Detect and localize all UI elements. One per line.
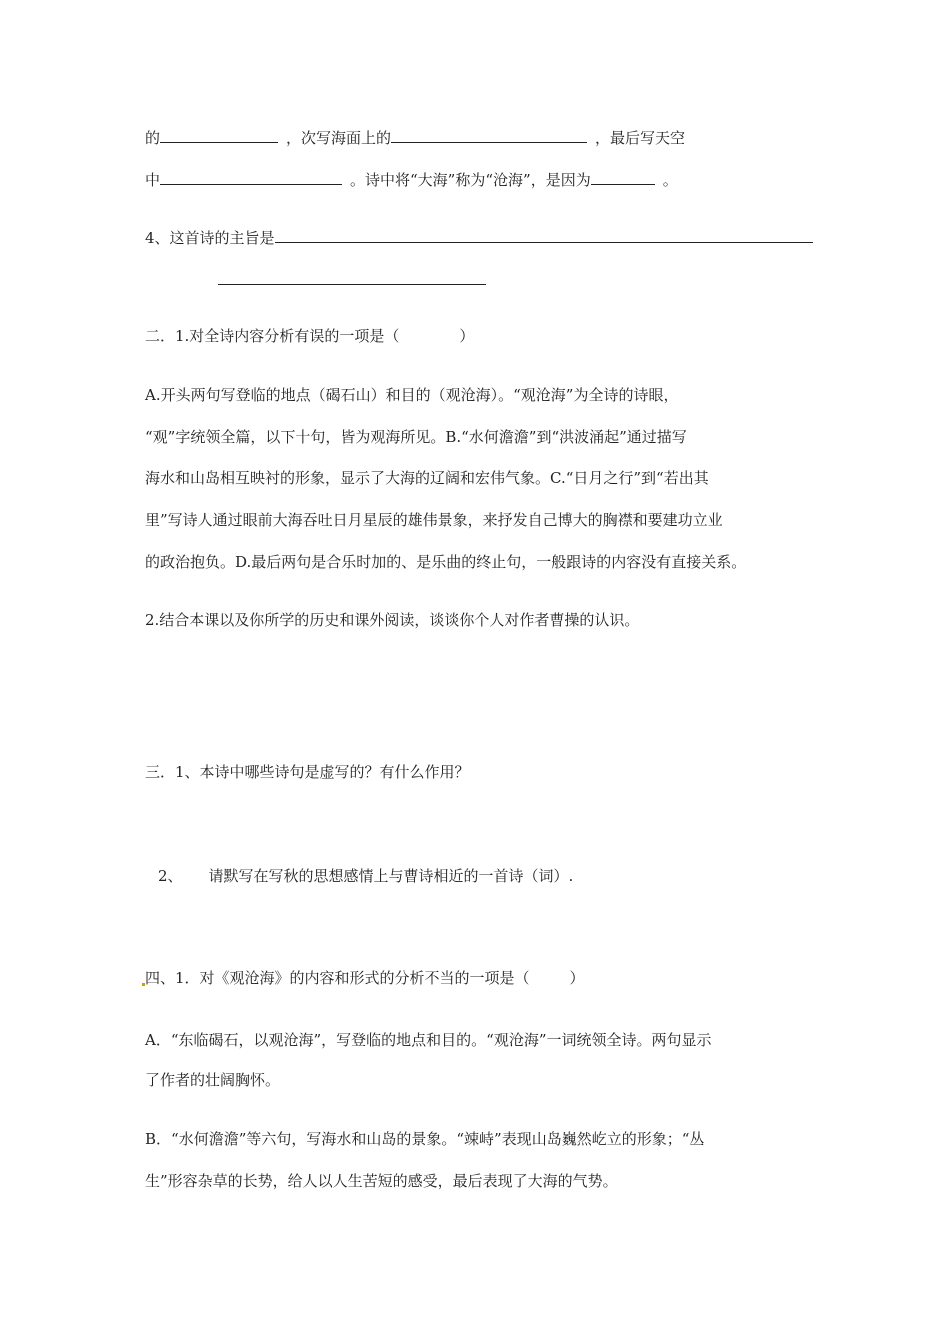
s2-q1-end: ） [459, 327, 475, 345]
s2-option-line: 海水和山岛相互映衬的形象，显示了大海的辽阔和宏伟气象。C.“日月之行”到“若出其 [145, 469, 709, 487]
q4-line-2 [218, 270, 486, 290]
answer-blank[interactable] [391, 128, 587, 143]
answer-blank[interactable] [160, 170, 342, 185]
answer-blank[interactable] [591, 170, 655, 185]
s2-option-line: “观”字统领全篇，以下十句，皆为观海所见。B.“水何澹澹”到“洪波涌起”通过描写 [145, 428, 687, 446]
answer-blank[interactable] [160, 128, 278, 143]
s4-q1-end: ） [569, 969, 585, 987]
q3-text-e: 。诗中将“大海”称为“沧海”，是因为 [350, 171, 591, 189]
s3-q2-text: 请默写在写秋的思想感情上与曹诗相近的一首诗（词）. [208, 867, 574, 885]
s2-q1 [145, 326, 474, 346]
s2-q2: 2.结合本课以及你所学的历史和课外阅读，谈谈你个人对作者曹操的认识。 [145, 611, 640, 629]
s3-q2-number: 2、 [158, 867, 183, 885]
q4-text: 4、这首诗的主旨是 [145, 229, 275, 247]
q3-text-b: ，次写海面上的 [286, 129, 392, 147]
q3-text-d: 中 [145, 171, 161, 189]
q3-text-c: ，最后写天空 [595, 129, 686, 147]
q3-text-f: 。 [662, 171, 678, 189]
s2-q1-text: 二．1.对全诗内容分析有误的一项是（ [145, 327, 400, 345]
s2-option-line: 里”写诗人通过眼前大海吞吐日月星辰的雄伟景象，来抒发自己博大的胸襟和要建功立业 [145, 511, 723, 529]
answer-blank[interactable] [275, 228, 813, 243]
s4-option-b-line: B．“水何澹澹”等六句，写海水和山岛的景象。“竦峙”表现山岛巍然屹立的形象；“丛 [145, 1130, 705, 1148]
s4-option-a-line: A．“东临碣石，以观沧海”，写登临的地点和目的。“观沧海”一词统领全诗。两句显示 [145, 1031, 712, 1049]
s4-q1-text: 四、1．对《观沧海》的内容和形式的分析不当的一项是（ [145, 969, 530, 987]
s4-option-a-line: 了作者的壮阔胸怀。 [145, 1071, 281, 1089]
s3-q2 [158, 866, 573, 886]
s4-option-b-line: 生”形容杂草的长势，给人以人生苦短的感受，最后表现了大海的气势。 [145, 1172, 618, 1190]
q3-line-2 [145, 170, 678, 190]
q3-text-a: 的 [145, 129, 161, 147]
s2-option-line: 的政治抱负。D.最后两句是合乐时加的、是乐曲的终止句，一般跟诗的内容没有直接关系。 [145, 553, 747, 571]
s4-q1 [145, 968, 585, 988]
s2-option-line: A.开头两句写登临的地点（碣石山）和目的（观沧海）。“观沧海”为全诗的诗眼， [145, 386, 679, 404]
answer-blank[interactable] [218, 270, 486, 285]
q4-line [145, 228, 813, 248]
q3-line-1 [145, 128, 685, 148]
s3-q1: 三．1、本诗中哪些诗句是虚写的？有什么作用？ [145, 763, 470, 781]
